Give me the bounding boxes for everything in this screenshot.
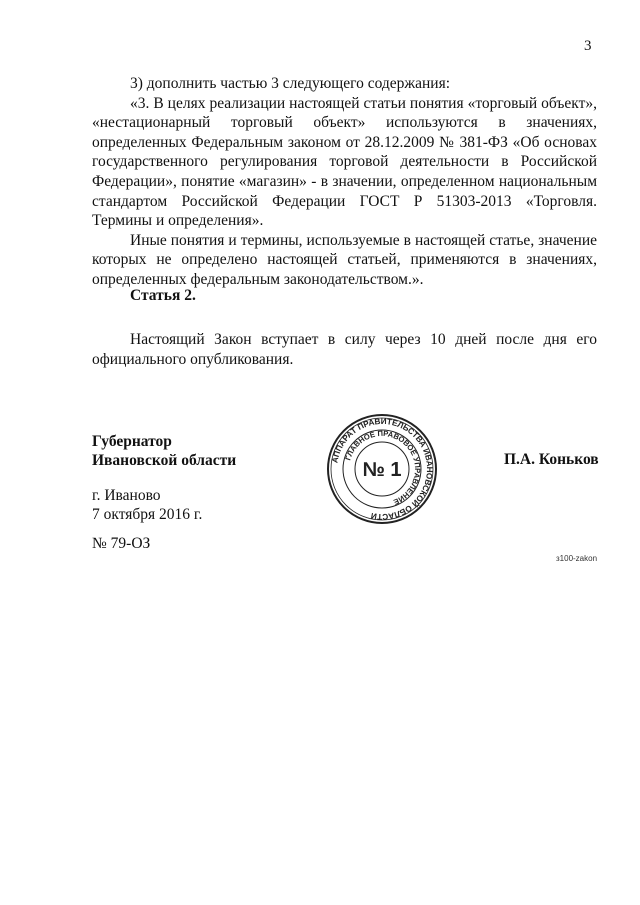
signatory-title-line: Ивановской области [92, 452, 237, 469]
amendment-intro: 3) дополнить частью 3 следующего содержания: [130, 75, 451, 92]
date: 7 октября 2016 г. [92, 506, 203, 523]
seal-center-number: № 1 [362, 459, 402, 481]
article-heading: Статья 2. [130, 287, 196, 304]
place: г. Иваново [92, 487, 161, 504]
amendment-paragraph: «3. В целях реализации настоящей статьи понятия «торговый объект», «нестационарный торговый объект» используются в значениях, определенных Федеральным законом от 28.12.2009 № 381-ФЗ «Об основах государственного регулирования торговой деятельности в Российской Федерации», понятие «магазин» - в значении, определенном национальным стандартом Российской Федерации ГОСТ Р 51303-2013 «Торговля. Термины и определения». [92, 94, 597, 230]
official-seal-stamp [326, 413, 438, 525]
signatory-title-line: Губернатор [92, 433, 172, 450]
amendment-paragraph: Иные понятия и термины, используемые в настоящей статье, значение которых не определено настоящей статьей, применяются в значениях, определенных федеральным законодательством.». [92, 231, 597, 288]
signatory-title [92, 432, 236, 470]
seal-inner-text: ГЛАВНОЕ ПРАВОВОЕ УПРАВЛЕНИЕ [343, 428, 423, 507]
place-date [92, 486, 202, 524]
seal-outer-text: АППАРАТ ПРАВИТЕЛЬСТВА ИВАНОВСКОЙ ОБЛАСТИ [330, 416, 435, 522]
amendment-text [92, 74, 597, 290]
signatory-name: П.А. Коньков [504, 451, 599, 468]
page-number: 3 [584, 38, 592, 54]
law-number: № 79-ОЗ [92, 535, 151, 552]
article-text: Настоящий Закон вступает в силу через 10 дней после дня его официального опубликования. [92, 331, 597, 368]
file-code: з100-zakon [556, 554, 598, 563]
